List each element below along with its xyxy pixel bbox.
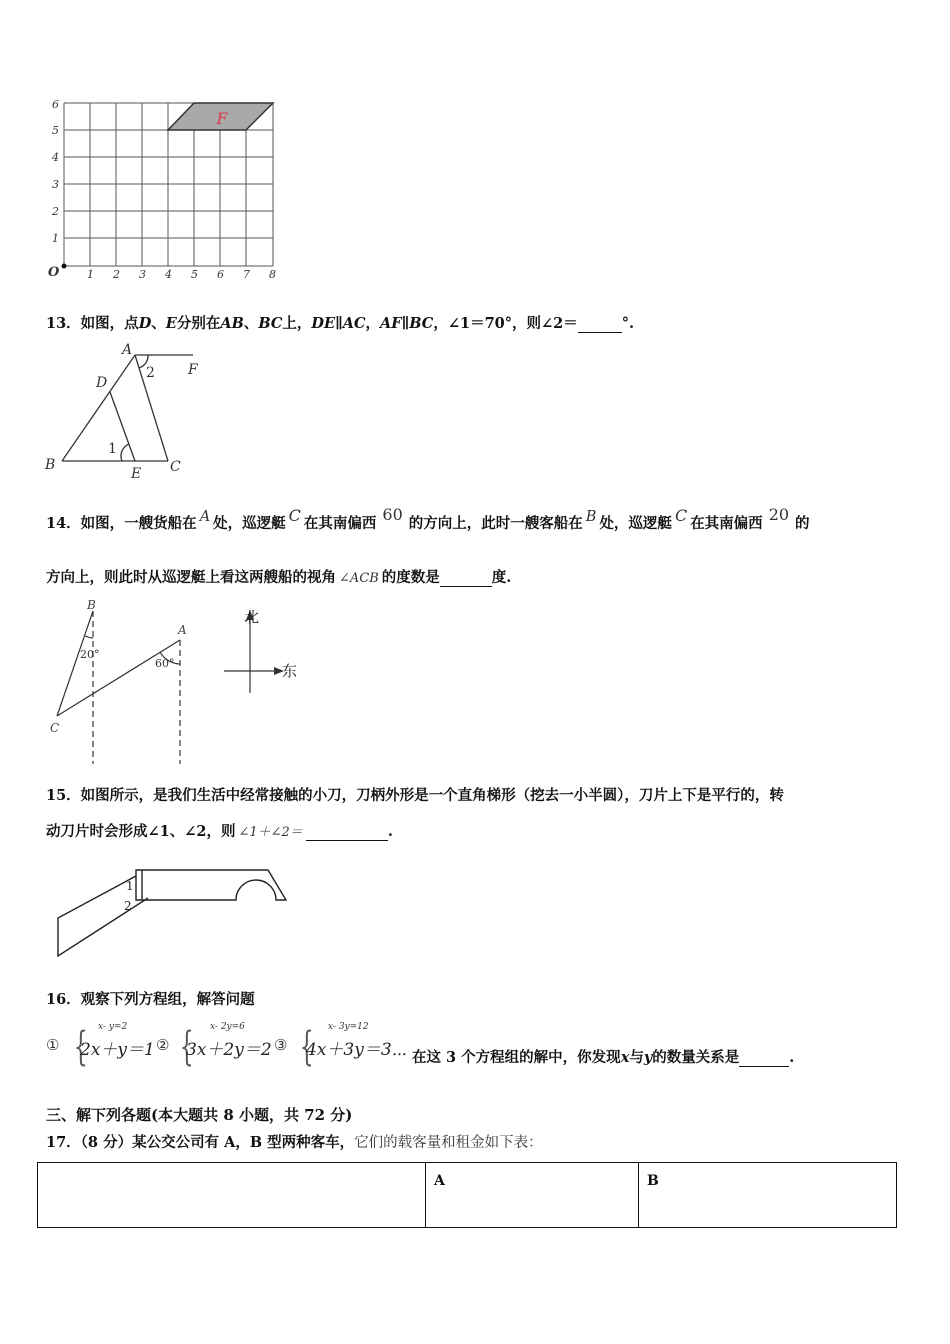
answer-blank-14[interactable] [440,569,492,587]
eq3-number: ③ [274,1036,288,1054]
answer-blank-13[interactable] [578,315,622,333]
fig14-deg20: 20° [80,648,100,661]
fig14-deg60: 60° [155,657,175,670]
x-label-5: 5 [191,268,198,281]
fig13-label-a: A [122,342,133,358]
eq1-number: ① [46,1036,60,1054]
equation-systems [46,1022,896,1074]
eq3-main: 4x＋3y＝3⋯ [306,1040,407,1060]
fig14-label-b: B [87,598,96,612]
question-16-tail: 在这 3 个方程组的解中，你发现x与y的数量关系是 . [412,1049,795,1066]
section-3-heading: 三、解下列各题(本大题共 8 小题，共 72 分) [46,1106,353,1124]
question-15-line2: 动刀片时会形成∠1、∠2，则 ∠1＋∠2＝ . [46,823,393,840]
x-label-6: 6 [217,268,224,281]
question-16-title: 16．观察下列方程组，解答问题 [46,991,255,1008]
y-label-5: 5 [52,124,59,137]
x-label-2: 2 [113,268,120,281]
fig15-angle-2: 2 [124,899,132,913]
x-label-1: 1 [87,268,94,281]
x-label-7: 7 [243,268,250,281]
eq1-top: x- y=2 [98,1022,128,1032]
x-label-3: 3 [139,268,146,281]
fig13-label-d: D [96,375,108,391]
table-header-b: B [639,1163,897,1228]
y-label-3: 3 [52,178,59,191]
q17-table [37,1162,897,1228]
eq2-top: x- 2y=6 [210,1022,245,1032]
eq3-top: x- 3y=12 [328,1022,369,1032]
eq2-brace: { [179,1024,194,1070]
fig13-angle-2: 2 [146,365,155,381]
fig13-label-e: E [131,466,142,482]
question-17: 17．（8 分）某公交公司有 A，B 型两种客车，它们的载客量和租金如下表： [46,1134,543,1151]
y-label-6: 6 [52,98,59,111]
x-label-4: 4 [165,268,172,281]
eq1-main: 2x＋y＝1 [80,1040,155,1060]
fig14-label-a: A [178,623,187,637]
table-header-empty [38,1163,426,1228]
figure-13 [40,338,215,483]
eq1-brace: { [73,1024,88,1070]
eq3-brace: { [299,1024,314,1070]
figure-14 [40,596,310,771]
figure-15-knife [50,862,295,964]
table-header-a: A [426,1163,639,1228]
grid-figure [40,96,290,282]
fig13-label-c: C [170,459,181,475]
origin-dot [62,264,67,269]
table-row [38,1163,897,1228]
fig13-angle-1: 1 [108,441,117,457]
fig14-label-c: C [50,721,60,735]
shape-label-f: F [216,109,228,128]
question-14-line2: 方向上，则此时从巡逻艇上看这两艘船的视角 ∠ACB 的度数是 度. [46,569,512,586]
x-label-8: 8 [269,268,276,281]
answer-blank-15[interactable] [306,823,388,841]
fig13-label-b: B [45,457,56,473]
eq2-main: 3x＋2y＝2 [186,1040,272,1060]
y-label-2: 2 [52,205,59,218]
question-15-line1: 15．如图所示，是我们生活中经常接触的小刀，刀柄外形是一个直角梯形（挖去一小半圆），刀片上下是平行的，转 [46,787,784,804]
eq2-number: ② [156,1036,170,1054]
question-13: 13．如图，点D、E分别在AB、BC上，DE∥AC，AF∥BC，∠1＝70°，则∠2＝ °. [46,315,635,332]
fig13-label-f: F [188,362,198,378]
y-label-4: 4 [52,151,59,164]
fig15-angle-1: 1 [126,879,134,893]
east-label: 东 [282,662,298,680]
origin-label: O [48,265,60,280]
north-label: 北 [244,608,260,626]
question-14-line1: 14．如图，一艘货船在 A 处，巡逻艇 C 在其南偏西 60 的方向上，此时一艘客船在 B 处，巡逻艇 C 在其南偏西 20 的 [46,505,810,532]
y-label-1: 1 [52,232,59,245]
answer-blank-16[interactable] [739,1049,789,1067]
